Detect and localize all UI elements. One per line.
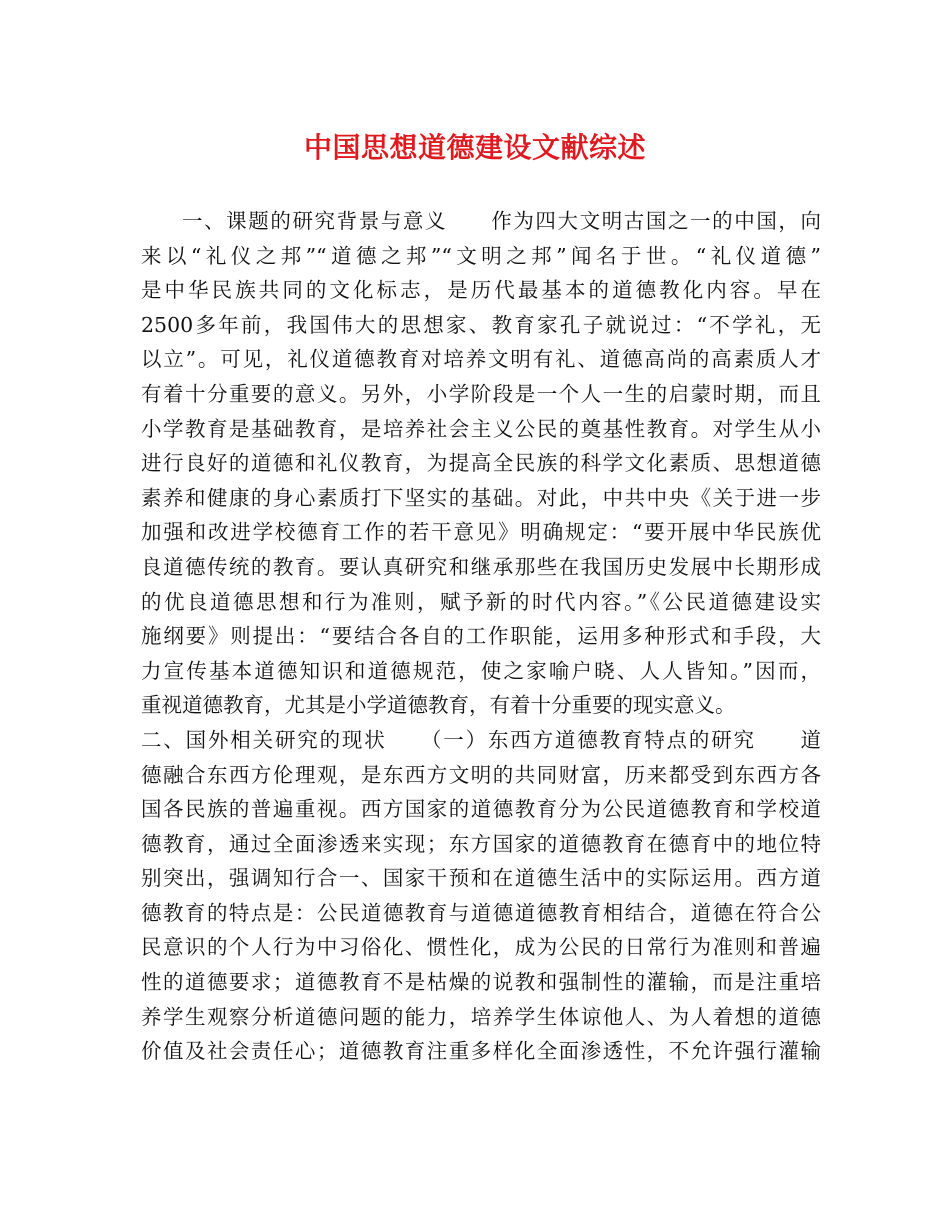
paragraph-line: 性的道德要求；道德教育不是枯燥的说教和强制性的灌输，而是注重培 [141, 970, 821, 995]
paragraph-line: 素养和健康的身心素质打下坚实的基础。对此，中共中央《关于进一步 [141, 485, 821, 510]
paragraph-line: 民意识的个人行为中习俗化、惯性化，成为公民的日常行为准则和普遍 [141, 935, 821, 960]
paragraph-line: 一、课题的研究背景与意义 作为四大文明古国之一的中国，向 [182, 209, 821, 233]
paragraph-line: 国各民族的普遍重视。西方国家的道德教育分为公民道德教育和学校道 [141, 797, 821, 822]
paragraph-line: 德教育的特点是：公民道德教育与道德道德教育相结合，道德在符合公 [141, 900, 821, 925]
paragraph-line: 养学生观察分析道德问题的能力，培养学生体谅他人、为人着想的道德 [141, 1004, 821, 1029]
paragraph-line: 是中华民族共同的文化标志，是历代最基本的道德教化内容。早在 [141, 278, 821, 303]
paragraph-line: 施纲要》则提出：“要结合各自的工作职能，运用多种形式和手段，大 [141, 624, 821, 649]
paragraph-line: 加强和改进学校德育工作的若干意见》明确规定：“要开展中华民族优 [141, 520, 821, 545]
paragraph-line: 德教育，通过全面渗透来实现；东方国家的道德教育在德育中的地位特 [141, 831, 821, 856]
paragraph-line: 重视道德教育，尤其是小学道德教育，有着十分重要的现实意义。 [141, 693, 736, 718]
document-title: 中国思想道德建设文献综述 [303, 131, 646, 164]
paragraph-line: 有着十分重要的意义。另外，小学阶段是一个人一生的启蒙时期，而且 [141, 381, 821, 406]
paragraph-line: 德融合东西方伦理观，是东西方文明的共同财富，历来都受到东西方各 [141, 762, 821, 787]
paragraph-line: 小学教育是基础教育，是培养社会主义公民的奠基性教育。对学生从小 [141, 416, 821, 441]
paragraph-line: 别突出，强调知行合一、国家干预和在道德生活中的实际运用。西方道 [141, 866, 821, 891]
paragraph-line: 价值及社会责任心；道德教育注重多样化全面渗透性，不允许强行灌输 [141, 1039, 821, 1064]
paragraph-line: 良道德传统的教育。要认真研究和继承那些在我国历史发展中长期形成 [141, 554, 821, 579]
paragraph-line: 进行良好的道德和礼仪教育，为提高全民族的科学文化素质、思想道德 [141, 451, 821, 476]
paragraph-line: 以立”。可见，礼仪道德教育对培养文明有礼、道德高尚的高素质人才 [141, 347, 821, 372]
paragraph-line: 二、国外相关研究的现状 （一）东西方道德教育特点的研究 道 [141, 727, 821, 752]
paragraph-line: 来以“礼仪之邦”“道德之邦”“文明之邦”闻名于世。“礼仪道德” [141, 243, 821, 268]
document-body [141, 204, 821, 1069]
paragraph-line: 力宣传基本道德知识和道德规范，使之家喻户晓、人人皆知。”因而， [141, 658, 821, 683]
paragraph-line: 2500多年前，我国伟大的思想家、教育家孔子就说过：“不学礼，无 [141, 312, 821, 337]
paragraph-line: 的优良道德思想和行为准则，赋予新的时代内容。”《公民道德建设实 [141, 589, 821, 614]
